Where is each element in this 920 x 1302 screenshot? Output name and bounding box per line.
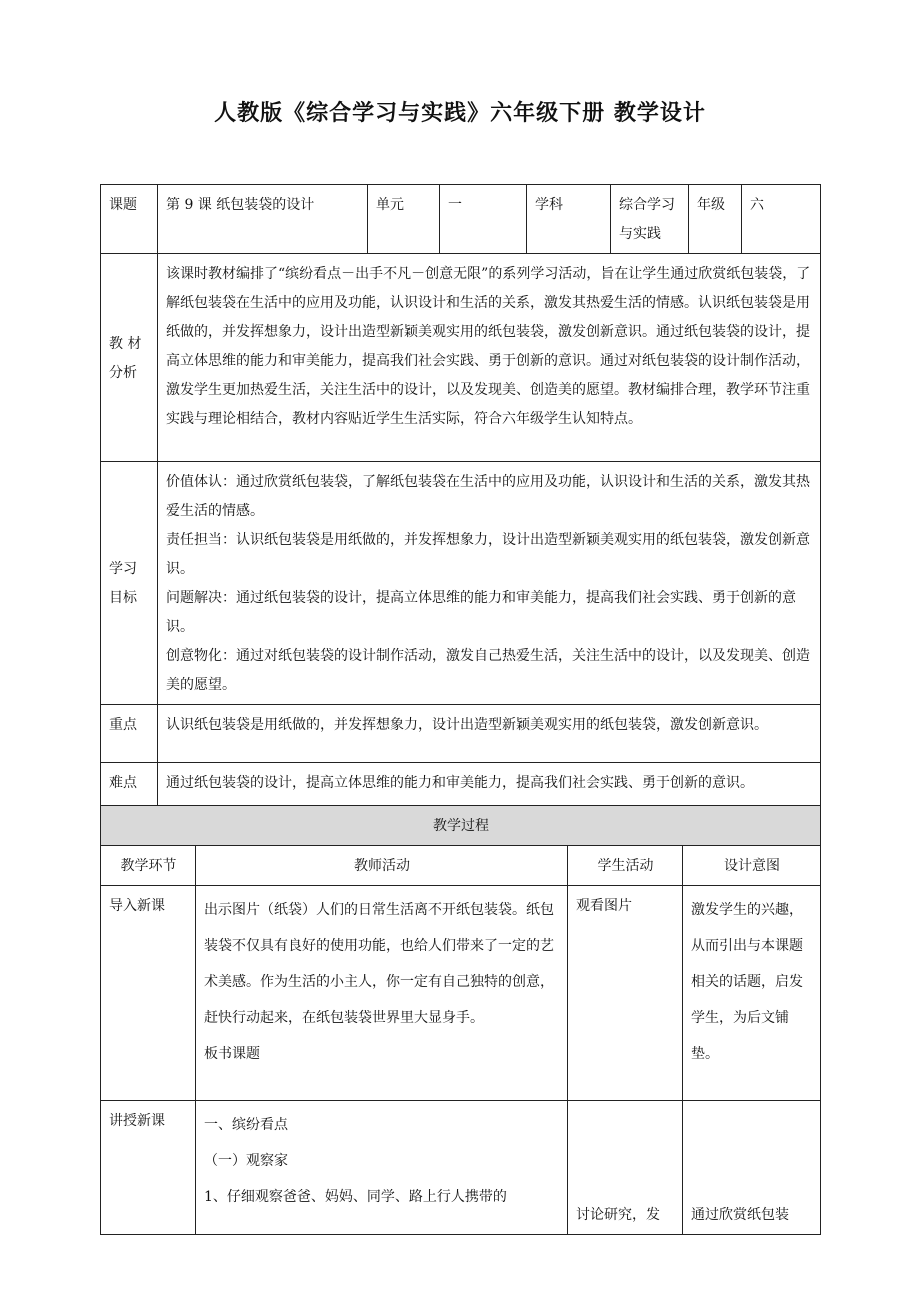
goals-label: 学习 目标	[101, 462, 158, 705]
topic-value: 第 9 课 纸包装袋的设计	[158, 185, 368, 254]
subject-label: 学科	[527, 185, 611, 254]
design-intent-cell: 激发学生的兴趣，从而引出与本课题相关的话题，启发学生，为后文铺垫。	[683, 886, 821, 1101]
analysis-label: 教 材 分析	[101, 254, 158, 462]
column-header: 设计意图	[683, 846, 821, 886]
column-header: 教学环节	[101, 846, 196, 886]
unit-label: 单元	[368, 185, 440, 254]
lesson-info-table	[100, 184, 821, 823]
teaching-process-table	[100, 805, 821, 1235]
teacher-activity-cell	[196, 886, 568, 1101]
unit-value: 一	[440, 185, 527, 254]
table-row	[101, 1101, 821, 1235]
topic-label: 课题	[101, 185, 158, 254]
teacher-activity-line: 一、缤纷看点	[204, 1117, 288, 1133]
analysis-text: 该课时教材编排了“缤纷看点－出手不凡－创意无限”的系列学习活动，旨在让学生通过欣赏纸包装袋，了解纸包装袋在生活中的应用及功能，认识设计和生活的关系，激发其热爱生活的情感。认识纸包装袋是用纸做的，并发挥想象力，设计出造型新颖美观实用的纸包装袋，激发创新意识。通过纸包装袋的设计，提高立体思维的能力和审美能力，提高我们社会实践、勇于创新的意识。通过对纸包装袋的设计制作活动，激发学生更加热爱生活，关注生活中的设计，以及发现美、创造美的愿望。教材编排合理，教学环节注重实践与理论相结合，教材内容贴近学生生活实际，符合六年级学生认知特点。	[158, 254, 821, 462]
subject-value: 综合学习与实践	[611, 185, 689, 254]
student-activity-cell: 观看图片	[568, 886, 683, 1101]
difficulty-text: 通过纸包装袋的设计，提高立体思维的能力和审美能力，提高我们社会实践、勇于创新的意识。	[158, 763, 821, 823]
student-activity-cell: 讨论研究，发	[568, 1101, 683, 1235]
stage-cell: 讲授新课	[101, 1101, 196, 1235]
table-row	[101, 886, 821, 1101]
column-header: 学生活动	[568, 846, 683, 886]
key-point-text: 认识纸包装袋是用纸做的，并发挥想象力，设计出造型新颖美观实用的纸包装袋，激发创新意识。	[158, 705, 821, 763]
goal-item: 创意物化：通过对纸包装袋的设计制作活动，激发自己热爱生活，关注生活中的设计，以及发现美、创造美的愿望。	[166, 648, 810, 693]
design-intent-cell: 通过欣赏纸包装	[683, 1101, 821, 1235]
teacher-activity-line: （一）观察家	[204, 1153, 288, 1169]
teacher-activity-line: 1、仔细观察爸爸、妈妈、同学、路上行人携带的	[204, 1189, 507, 1205]
goal-item: 责任担当：认识纸包装袋是用纸做的，并发挥想象力，设计出造型新颖美观实用的纸包装袋，激发创新意识。	[166, 532, 810, 577]
key-point-label: 重点	[101, 705, 158, 763]
difficulty-label: 难点	[101, 763, 158, 823]
document-title: 人教版《综合学习与实践》六年级下册 教学设计	[214, 100, 706, 126]
stage-cell: 导入新课	[101, 886, 196, 1101]
teacher-activity-cell	[196, 1101, 568, 1235]
goals-list	[158, 462, 821, 705]
column-header: 教师活动	[196, 846, 568, 886]
goal-item: 问题解决：通过纸包装袋的设计，提高立体思维的能力和审美能力，提高我们社会实践、勇于创新的意识。	[166, 590, 796, 635]
goal-item: 价值体认：通过欣赏纸包装袋，了解纸包装袋在生活中的应用及功能，认识设计和生活的关系，激发其热爱生活的情感。	[166, 474, 810, 519]
teacher-activity-note: 板书课题	[204, 1046, 260, 1062]
grade-value: 六	[742, 185, 821, 254]
process-header: 教学过程	[101, 806, 821, 846]
grade-label: 年级	[689, 185, 742, 254]
teacher-activity-text: 出示图片（纸袋）人们的日常生活离不开纸包装袋。纸包装袋不仅具有良好的使用功能，也给人们带来了一定的艺术美感。作为生活的小主人，你一定有自己独特的创意，赶快行动起来，在纸包装袋世界里大显身手。	[204, 902, 554, 1026]
